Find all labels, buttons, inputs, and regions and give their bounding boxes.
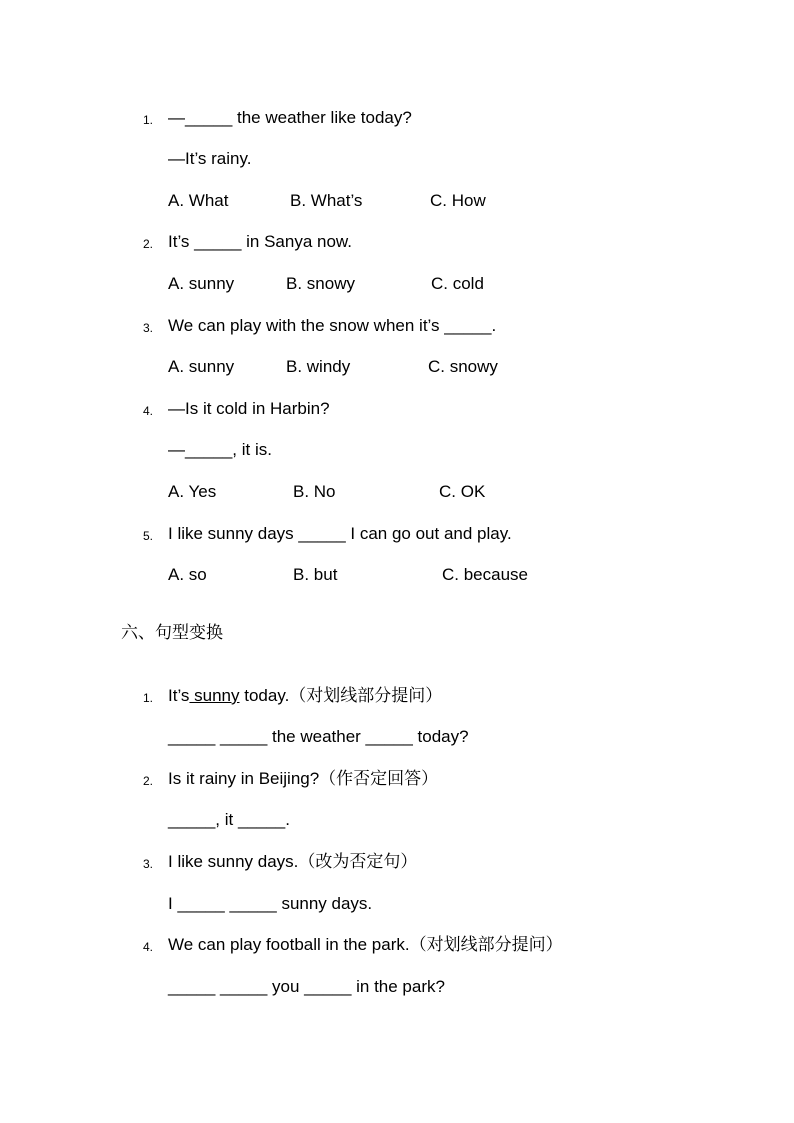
question-number: 5. — [143, 529, 154, 543]
question-number: 2. — [143, 237, 154, 251]
question-text: —Is it cold in Harbin? — [168, 399, 330, 418]
option-b: B. No — [293, 482, 336, 501]
answer-blank-line: _____ _____ you _____ in the park? — [168, 977, 445, 996]
question-number: 1. — [143, 691, 154, 705]
question-number: 4. — [143, 940, 154, 954]
option-b: B. windy — [286, 357, 351, 376]
option-c: C. because — [442, 565, 528, 584]
options-row — [168, 274, 668, 294]
options-row — [168, 482, 668, 502]
question-prefix: It’s — [168, 686, 190, 705]
option-a: A. What — [168, 191, 229, 210]
question-text: We can play football in the park.（对划线部分提问） — [168, 935, 563, 954]
answer-blank-line: I _____ _____ sunny days. — [168, 894, 373, 913]
options-row — [168, 357, 668, 377]
question-text: I like sunny days _____ I can go out and play. — [168, 524, 512, 543]
option-b: B. What’s — [290, 191, 363, 210]
option-b: B. but — [293, 565, 338, 584]
section-title: 六、句型变换 — [121, 623, 223, 642]
options-row — [168, 565, 668, 585]
option-c: C. OK — [439, 482, 486, 501]
question-text: I like sunny days.（改为否定句） — [168, 852, 418, 871]
question-text: It’s _____ in Sanya now. — [168, 232, 352, 251]
question-suffix: today.（对划线部分提问） — [239, 686, 443, 705]
question-number: 3. — [143, 321, 154, 335]
option-a: A. sunny — [168, 357, 235, 376]
question-text: —_____ the weather like today? — [168, 108, 412, 127]
option-c: C. snowy — [428, 357, 498, 376]
option-c: C. How — [430, 191, 486, 210]
option-a: A. Yes — [168, 482, 217, 501]
options-row — [168, 191, 668, 211]
underlined-word: sunny — [189, 686, 240, 705]
question-number: 2. — [143, 774, 154, 788]
option-a: A. so — [168, 565, 207, 584]
answer-blank-line: _____, it _____. — [168, 810, 290, 829]
option-c: C. cold — [431, 274, 484, 293]
question-text: Is it rainy in Beijing?（作否定回答） — [168, 769, 439, 788]
question-text: We can play with the snow when it’s _____. — [168, 316, 497, 335]
question-answer-line: —It’s rainy. — [168, 149, 252, 168]
question-answer-line: —_____, it is. — [168, 440, 272, 459]
question-number: 4. — [143, 404, 154, 418]
option-b: B. snowy — [286, 274, 355, 293]
option-a: A. sunny — [168, 274, 235, 293]
question-text — [168, 686, 442, 706]
answer-blank-line: _____ _____ the weather _____ today? — [168, 727, 469, 746]
question-number: 3. — [143, 857, 154, 871]
question-number: 1. — [143, 113, 154, 127]
